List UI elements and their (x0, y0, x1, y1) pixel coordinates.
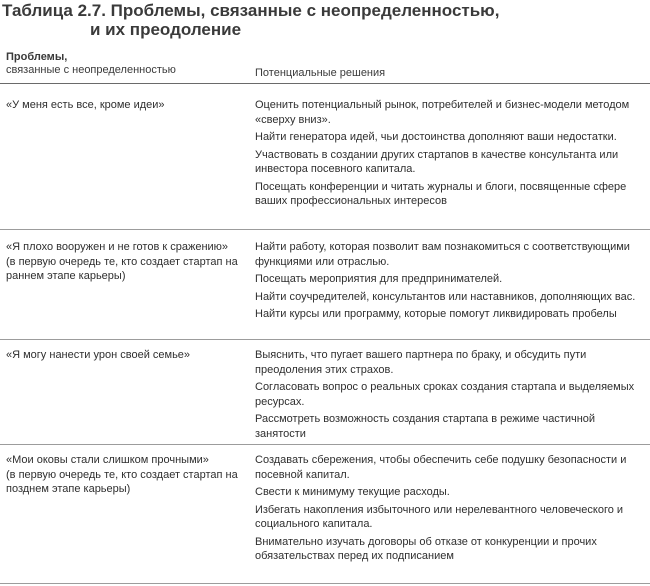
solution-item: Участвовать в создании других стартапов в качестве консультанта или инвестора посевного капитала. (255, 148, 619, 175)
problem-note: (в первую очередь те, кто создает стартап на позднем этапе карьеры) (6, 468, 238, 495)
solution-item: Найти работу, которая позволит вам познакомиться с соответствующими функциями или отраслью. (255, 241, 630, 268)
solution-item: Создавать сбережения, чтобы обеспечить себе подушку безопасности и посевной капитал. (255, 454, 627, 481)
solution-item: Согласовать вопрос о реальных сроках создания стартапа и выделяемых ресурсах. (255, 381, 635, 408)
solution-item: Посещать конференции и читать журналы и блоги, посвященные сфере ваших профессиональных интересов (255, 180, 627, 207)
problem-text: «Мои оковы стали слишком прочными» (6, 454, 209, 466)
table-title-line1: Таблица 2.7. Проблемы, связанные с неопределенностью, (2, 1, 500, 20)
problem-text: «Я плохо вооружен и не готов к сражению» (6, 241, 229, 253)
problem-text: «У меня есть все, кроме идеи» (6, 99, 165, 111)
table-title-line2: и их преодоление (90, 20, 242, 39)
problem-cell (6, 98, 246, 113)
table-header (0, 51, 650, 84)
solution-item: Оценить потенциальный рынок, потребителей и бизнес-модели методом «сверху вниз». (255, 99, 630, 126)
header-problems (6, 51, 176, 77)
table-row (0, 340, 650, 445)
problem-cell (6, 453, 246, 497)
solutions-cell (255, 348, 647, 441)
table-row (0, 230, 650, 340)
solution-item: Найти курсы или программу, которые помогут ликвидировать пробелы (255, 308, 617, 320)
problem-cell (6, 240, 246, 284)
problem-cell (6, 348, 246, 363)
solution-item: Выяснить, что пугает вашего партнера по браку, и обсудить пути преодоления этих страхов. (255, 349, 587, 376)
solution-item: Избегать накопления избыточного или нерелевантного человеческого и социального капитала. (255, 503, 624, 530)
solutions-cell (255, 240, 647, 322)
solution-item: Свести к минимуму текущие расходы. (255, 486, 450, 498)
header-problems-line1: Проблемы, (6, 51, 68, 63)
problem-note: (в первую очередь те, кто создает стартап на раннем этапе карьеры) (6, 255, 238, 282)
solutions-cell (255, 98, 647, 209)
problem-text: «Я могу нанести урон своей семье» (6, 349, 191, 361)
solution-item: Рассмотреть возможность создания стартапа в режиме частичной занятости (255, 413, 596, 440)
table-row (0, 445, 650, 584)
table-row (0, 84, 650, 230)
solution-item: Найти генератора идей, чьи достоинства дополняют ваши недостатки. (255, 131, 617, 143)
header-problems-line2: связанные с неопределенностью (6, 64, 176, 76)
solution-item: Посещать мероприятия для предпринимателей. (255, 273, 503, 285)
table-title (2, 1, 642, 39)
header-solutions: Потенциальные решения (255, 67, 386, 79)
solution-item: Внимательно изучать договоры об отказе от конкуренции и прочих обязательствах перед их подписанием (255, 535, 597, 562)
solution-item: Найти соучредителей, консультантов или наставников, дополняющих вас. (255, 290, 636, 303)
solutions-cell (255, 453, 647, 564)
